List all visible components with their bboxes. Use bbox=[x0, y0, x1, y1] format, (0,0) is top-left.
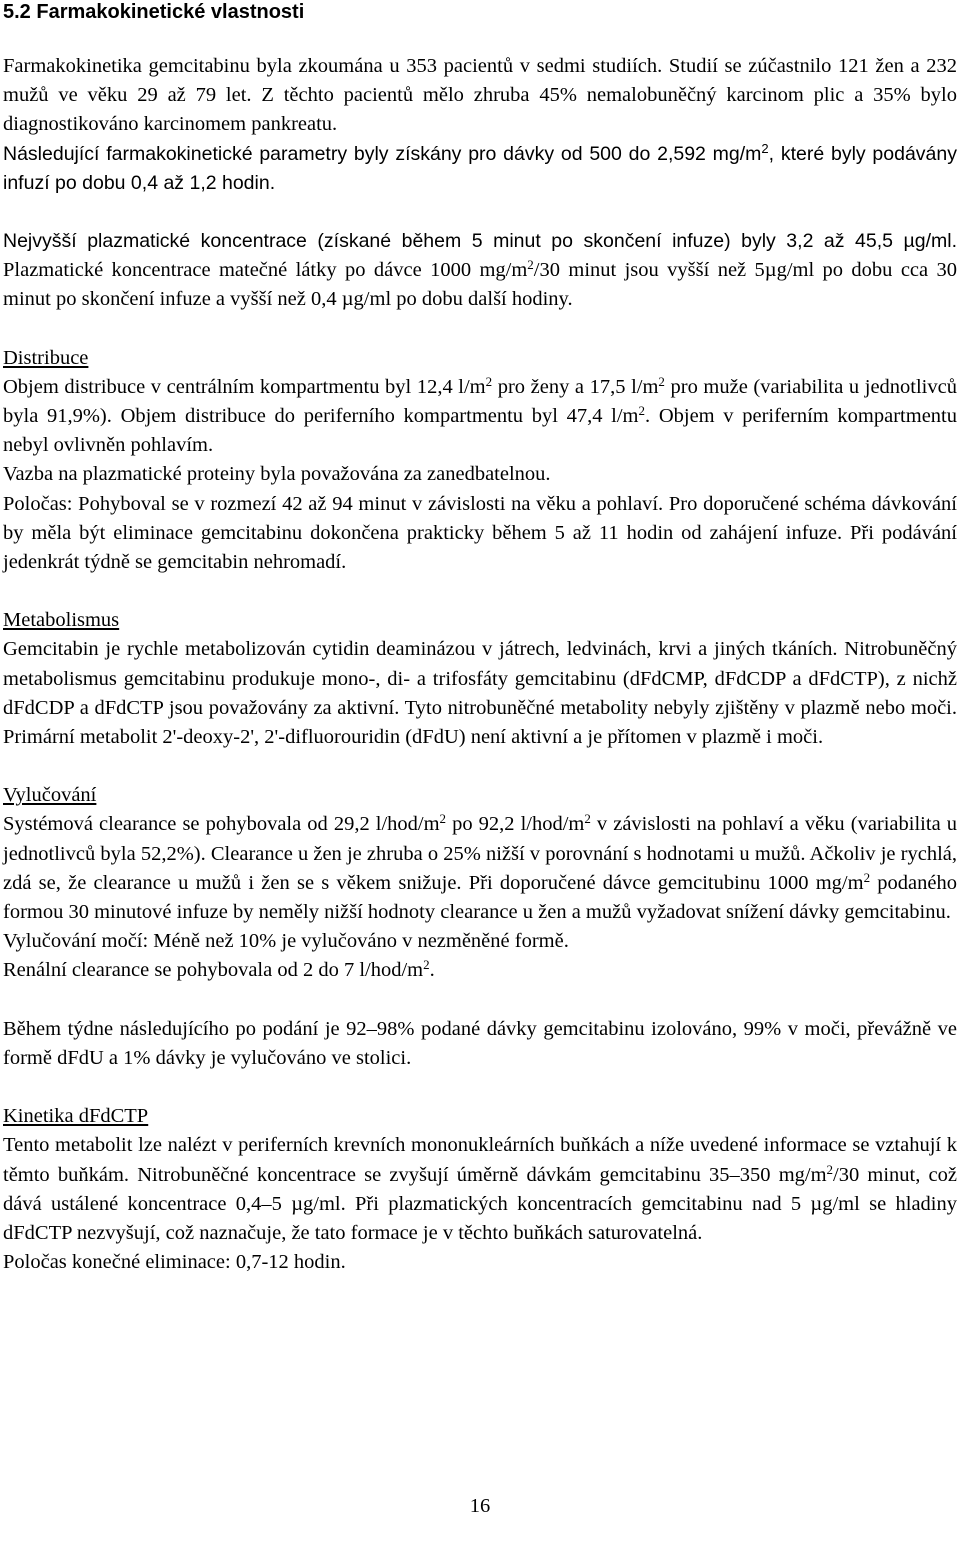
distribution-volume-paragraph bbox=[3, 373, 957, 461]
superscript: 2 bbox=[584, 811, 591, 827]
superscript: 2 bbox=[658, 373, 665, 389]
kinetics-heading: Kinetika dFdCTP bbox=[3, 1105, 149, 1128]
peak-concentration-text: Nejvyšší plazmatické koncentrace (získané během 5 minut po skončení infuze) byly 3,2 až 45,5 µg/ml. bbox=[3, 230, 957, 253]
superscript: 2 bbox=[439, 811, 447, 827]
clearance-text: v závislosti na pohlaví a věku (variabilita u jednotlivců byla 52,2%). Clearance u žen je zhruba o 25% nižší v porovnání s hodnotami u mužů. Ačkoliv je rychlá, zdá se, že clearance u mužů i žen se s věkem snižuje. Při doporučené dávce gemcitubinu 1000 mg/m bbox=[3, 813, 957, 894]
parent-concentration-text: Plazmatické koncentrace matečné látky po dávce 1000 mg/m bbox=[3, 259, 528, 282]
kinetics-text: /30 minut, což dává ustálené koncentrace 0,4–5 µg/ml. Při plazmatických koncentracích gemcitabinu nad 5 µg/ml se hladiny dFdCTP nezvyšují, což naznačuje, že tato formace je v těchto buňkách saturovatelná. bbox=[3, 1163, 958, 1244]
clearance-text: podaného formou 30 minutové infuze by neměly nižší hodnoty clearance u žen a mužů vyžadovat snížení dávky gemcitabinu. bbox=[3, 871, 958, 924]
peak-concentration-paragraph bbox=[3, 227, 957, 315]
intro-paragraph: Farmakokinetika gemcitabinu byla zkoumána u 353 pacientů v sedmi studiích. Studií se zúčastnilo 121 žen a 232 mužů ve věku 29 až 79 let. Z těchto pacientů mělo zhruba 45% nemalobuněčný karcinom plic a 35% bylo diagnostikováno karcinomem pankreatu. bbox=[3, 55, 957, 136]
page-number: 16 bbox=[469, 1495, 491, 1517]
metabolism-paragraph: Gemcitabin je rychle metabolizován cytidin deaminázou v játrech, ledvinách, krvi a jiných tkáních. Nitrobuněčný metabolismus gemcitabinu produkuje mono-, di- a trifosfáty gemcitabinu (dFdCMP, dFdCDP a dFdCTP), z nichž dFdCDP a dFdCTP jsou považovány za aktivní. Tyto nitrobuněčné metabolity nebyly zjištěny v plazmě nebo moči. Primární metabolit 2'-deoxy-2', 2'-difluorouridin (dFdU) není aktivní a je přítomen v plazmě i moči. bbox=[3, 638, 957, 749]
intro-parameters-text: Následující farmakokinetické parametry byly získány pro dávky od 500 do 2,592 mg/m bbox=[3, 142, 762, 165]
distribution-text: pro muže (variabilita u jednotlivců byla 91,9%). Objem distribuce do periferního kompartmentu byl 47,4 l/m bbox=[3, 375, 957, 428]
weekly-excretion-paragraph: Během týdne následujícího po podání je 92–98% podané dávky gemcitabinu izolováno, 99% v moči, převážně ve formě dFdU a 1% dávky je vylučováno ve stolici. bbox=[3, 1017, 957, 1069]
half-life-paragraph: Poločas: Pohyboval se v rozmezí 42 až 94 minut v závislosti na věku a pohlaví. Pro doporučené schéma dávkování by měla být eliminace gemcitabinu dokončena prakticky během 5 až 11 hodin od zahájení infuze. Při podávání jedenkrát týdně se gemcitabin nehromadí. bbox=[3, 492, 957, 574]
distribution-heading: Distribuce bbox=[3, 346, 89, 369]
clearance-text: Systémová clearance se pohybovala od 29,2 l/hod/m bbox=[3, 813, 440, 836]
superscript: 2 bbox=[638, 403, 646, 419]
section-title: 5.2 Farmakokinetické vlastnosti bbox=[3, 1, 305, 23]
clearance-paragraph bbox=[3, 810, 957, 927]
superscript: 2 bbox=[761, 140, 769, 156]
spacer bbox=[3, 198, 957, 227]
excretion-heading: Vylučování bbox=[3, 784, 97, 807]
terminal-half-life-paragraph: Poločas konečné eliminace: 0,7-12 hodin. bbox=[3, 1251, 346, 1274]
superscript: 2 bbox=[527, 257, 534, 273]
parent-concentration-text-cont: /30 minut jsou vyšší než 5µg/ml po dobu cca 30 minut po skončení infuze a vyšší než 0,4 µg/ml po dobu další hodiny. bbox=[3, 259, 958, 311]
spacer bbox=[3, 577, 957, 606]
superscript: 2 bbox=[485, 373, 493, 389]
spacer bbox=[3, 986, 957, 1015]
document-page bbox=[3, 0, 957, 1277]
superscript: 2 bbox=[863, 869, 871, 885]
spacer bbox=[3, 1073, 957, 1102]
clearance-text: po 92,2 l/hod/m bbox=[446, 813, 585, 836]
renal-clearance-paragraph bbox=[3, 956, 957, 985]
spacer bbox=[3, 752, 957, 781]
urinary-excretion-paragraph: Vylučování močí: Méně než 10% je vylučováno v nezměněné formě. bbox=[3, 930, 569, 953]
renal-clearance-text: Renální clearance se pohybovala od 2 do 7 l/hod/m bbox=[3, 959, 424, 982]
distribution-text: . Objem v periferním kompartmentu nebyl ovlivněn pohlavím. bbox=[3, 405, 957, 457]
protein-binding-paragraph: Vazba na plazmatické proteiny byla považována za zanedbatelnou. bbox=[3, 463, 551, 486]
kinetics-text: Tento metabolit lze nalézt v periferních krevních mononukleárních buňkách a níže uvedené informace se vztahují k těmto buňkám. Nitrobuněčné koncentrace se zvyšují úměrně dávkám gemcitabinu 35–350 mg/m bbox=[3, 1134, 957, 1186]
superscript: 2 bbox=[826, 1161, 834, 1177]
renal-clearance-text: . bbox=[429, 959, 435, 982]
spacer bbox=[3, 315, 957, 344]
kinetics-paragraph bbox=[3, 1131, 957, 1248]
intro-parameters-paragraph bbox=[3, 140, 957, 198]
superscript: 2 bbox=[423, 957, 430, 973]
distribution-text: Objem distribuce v centrálním kompartmentu byl 12,4 l/m bbox=[3, 375, 486, 398]
metabolism-heading: Metabolismus bbox=[3, 609, 120, 632]
distribution-text: pro ženy a 17,5 l/m bbox=[492, 375, 659, 398]
intro-parameters-text-cont: , které byly podávány infuzí po dobu 0,4 až 1,2 hodin. bbox=[3, 142, 957, 194]
